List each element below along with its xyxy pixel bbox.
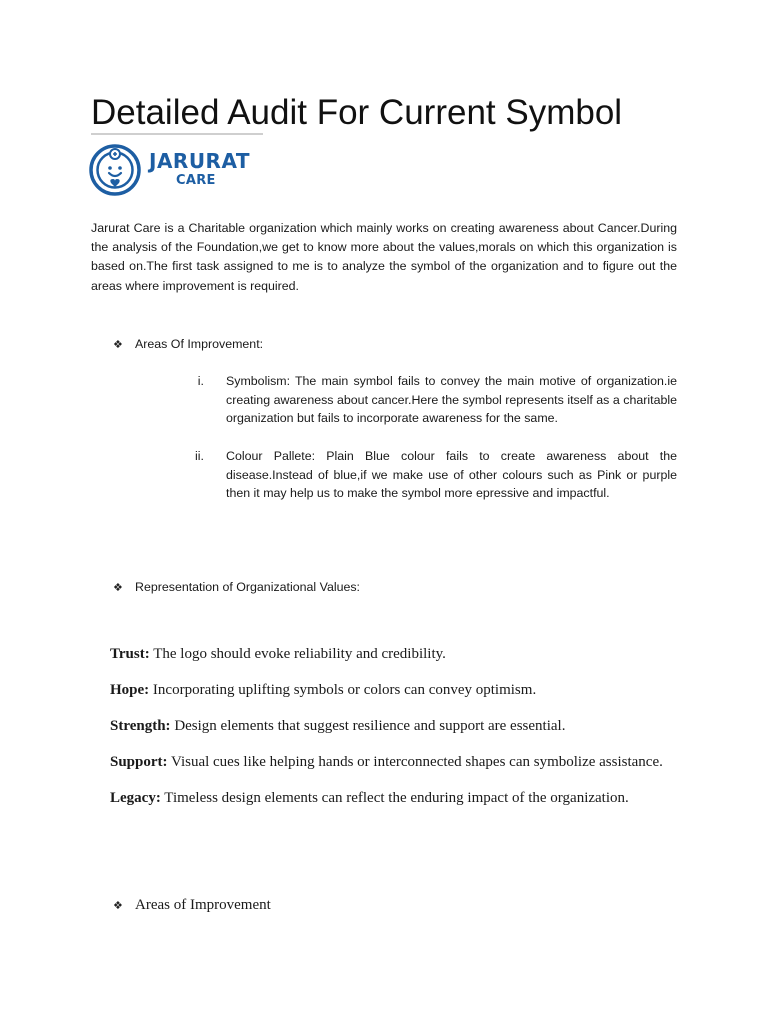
value-label: Hope: (110, 682, 150, 698)
section-heading-organizational-values: ❖ Representation of Organizational Values: (113, 578, 360, 597)
value-text: Visual cues like helping hands or interconnected shapes can symbolize assistance. (167, 754, 663, 770)
list-item-text: Symbolism: The main symbol fails to convey the main motive of organization.ie creating awareness about cancer.Here the symbol represents itself as a charitable organization but fails to incorporate awareness for the same. (226, 374, 677, 426)
value-label: Strength: (110, 718, 171, 734)
diamond-bullet-icon: ❖ (113, 338, 123, 351)
diamond-bullet-icon: ❖ (113, 899, 123, 912)
title-underline (91, 133, 263, 135)
diamond-bullet-icon: ❖ (113, 581, 123, 594)
value-trust (110, 644, 710, 664)
intro-paragraph: Jarurat Care is a Charitable organization which mainly works on creating awareness about Cancer.During the analysis of the Foundation,we get to know more about the values,morals on which this organization is based on.The first task assigned to me is to analyze the symbol of the organization and to figure out the areas where improvement is required. (91, 221, 677, 293)
value-label: Support: (110, 754, 168, 770)
value-support (110, 752, 710, 772)
value-strength (110, 716, 710, 736)
logo-emblem-icon (88, 142, 144, 198)
value-text: Design elements that suggest resilience and support are essential. (170, 718, 566, 734)
list-numeral: i. (197, 374, 204, 388)
logo-wordmark: JARURAT (149, 149, 251, 173)
jarurat-care-logo (88, 142, 263, 198)
value-hope (110, 680, 710, 700)
value-label: Trust: (110, 646, 150, 662)
section-heading-areas-of-improvement-2: ❖ Areas of Improvement (113, 897, 271, 913)
list-numeral: ii. (195, 449, 204, 463)
logo-subtext: CARE (176, 173, 216, 188)
value-label: Legacy: (110, 790, 161, 806)
value-legacy (110, 788, 710, 808)
value-text: The logo should evoke reliability and credibility. (149, 646, 446, 662)
section-heading-areas-of-improvement: ❖ Areas Of Improvement: (113, 335, 263, 354)
value-text: Timeless design elements can reflect the enduring impact of the organization. (160, 790, 629, 806)
value-text: Incorporating uplifting symbols or colors can convey optimism. (149, 682, 537, 698)
list-item-text: Colour Pallete: Plain Blue colour fails to create awareness about the disease.Instead of blue,if we make use of other colours such as Pink or purple then it may help us to make the symbol more epressive and impactful. (226, 449, 677, 501)
page-title: Detailed Audit For Current Symbol (91, 93, 623, 132)
